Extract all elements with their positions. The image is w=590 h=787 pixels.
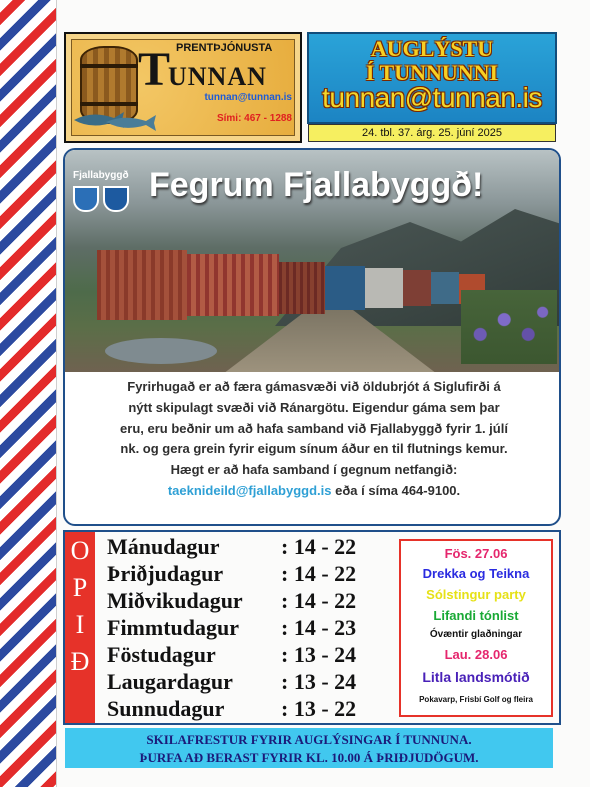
crest-icon: [103, 186, 129, 212]
ad-line-1: AUGLÝSTU: [370, 36, 494, 61]
crest-icon: [73, 186, 99, 212]
barber-stripe-border: [0, 0, 56, 787]
logo-phone: Sími: 467 - 1288: [216, 113, 292, 124]
shipping-container: [187, 254, 279, 316]
event-item: Drekka og Teikna: [422, 566, 530, 581]
event-item: Lifandi tónlist: [433, 608, 519, 623]
shipping-container: [365, 268, 403, 308]
logo-tagline: PRENTÞJÓNUSTA: [176, 42, 273, 54]
feature-body: [75, 377, 553, 502]
body-line: nk. og gera grein fyrir eigum sínum áður en til flutnings kemur.: [120, 441, 508, 457]
day-hours: : 14 - 23: [281, 615, 357, 640]
opid-letter: Ð: [70, 647, 90, 676]
day-hours: : 13 - 24: [281, 669, 357, 694]
event-item: Óvæntir glaðningar: [429, 629, 523, 640]
opid-letter: I: [75, 610, 85, 639]
body-line: eru, eru beðnir um að hafa samband við Fjallabyggð fyrir 1. júlí: [120, 420, 508, 436]
opid-vertical-label: [65, 532, 95, 723]
ad-line-2: Í TUNNUNNI: [365, 60, 499, 85]
day-name: Laugardagur: [107, 669, 233, 694]
shipping-container: [97, 250, 187, 320]
advertise-banner: [307, 32, 557, 124]
day-name: Mánudagur: [107, 534, 220, 559]
lupine-flowers: [461, 290, 557, 364]
body-line: Hægt er að hafa samband í gegnum netfangið:: [170, 462, 458, 478]
day-hours: : 13 - 22: [281, 696, 357, 721]
shipping-container: [279, 262, 325, 314]
day-hours: : 14 - 22: [281, 561, 357, 586]
body-line: Fyrirhugað er að færa gámasvæði við öldubrjót á Siglufirði á: [127, 379, 501, 394]
day-hours: : 14 - 22: [281, 588, 357, 613]
day-name: Föstudagur: [107, 642, 216, 667]
shipping-container: [431, 272, 459, 304]
deadline-line-1: SKILAFRESTUR FYRIR AUGLÝSINGAR Í TUNNUNA.: [146, 732, 472, 747]
feature-headline: Fegrum Fjallabyggð!: [149, 166, 484, 204]
day-name: Fimmtudagur: [107, 615, 239, 640]
tunnan-logo: [64, 32, 302, 143]
opid-letter: P: [72, 573, 88, 602]
shipping-container: [403, 270, 431, 306]
event-item: Sólstingur party: [426, 587, 526, 602]
contact-line: [75, 481, 553, 502]
day-name: Miðvikudagur: [107, 588, 243, 613]
event-date-saturday: Lau. 28.06: [444, 647, 508, 662]
opening-hours-section: [63, 530, 561, 725]
day-hours: : 14 - 22: [281, 534, 357, 559]
opid-letter: O: [70, 536, 90, 565]
body-line: nýtt skipulagt svæði við Ránargötu. Eigendur gáma sem þar: [128, 399, 500, 415]
event-date-friday: Fös. 27.06: [444, 546, 508, 561]
day-name: Þriðjudagur: [107, 561, 224, 586]
events-box: [399, 539, 553, 717]
logo-word: UNNAN: [168, 62, 267, 91]
day-hours: : 13 - 24: [281, 642, 357, 667]
logo-email[interactable]: tunnan@tunnan.is: [204, 92, 292, 103]
contact-email-link[interactable]: taeknideild@fjallabyggd.is: [167, 482, 332, 498]
issue-date: 24. tbl. 37. árg. 25. júní 2025: [308, 124, 556, 142]
container-yard-photo: [65, 150, 559, 372]
feature-article: [63, 148, 561, 526]
shipping-container: [325, 266, 365, 310]
newsletter-page: [56, 0, 590, 787]
day-name: Sunnudagur: [107, 696, 225, 721]
event-item: Pokavarp, Frisbí Golf og fleira: [419, 695, 533, 704]
logo-letter: T: [138, 43, 171, 96]
ad-deadline-banner: [65, 728, 553, 768]
deadline-line-2: ÞURFA AÐ BERAST FYRIR KL. 10.00 Á ÞRIÐJUDÖGUM.: [139, 750, 479, 765]
puddle: [105, 338, 217, 364]
fish-icon: [72, 108, 178, 132]
ad-email[interactable]: tunnan@tunnan.is: [322, 82, 542, 113]
event-item: Litla landsmótið: [422, 669, 530, 685]
contact-phone-text: eða í síma 464-9100.: [331, 482, 461, 498]
fjallabyggd-brand: Fjallabyggð: [73, 170, 129, 181]
